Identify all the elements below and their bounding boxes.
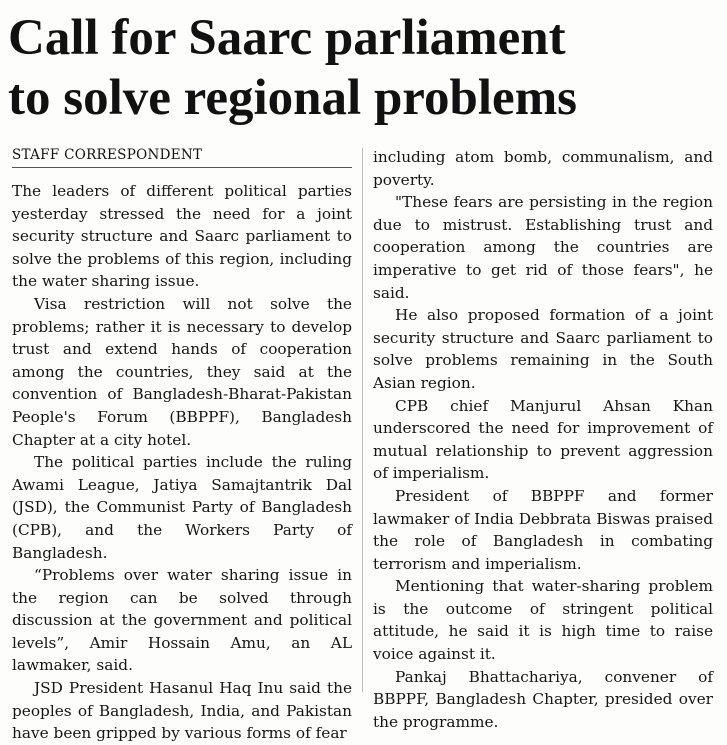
paragraph: JSD President Hasanul Haq Inu said the peoples of Bangladesh, India, and Pakistan have been gripped by various forms of fear (12, 679, 352, 743)
headline (8, 8, 723, 128)
paragraph: President of BBPPF and former lawmaker of India Debbrata Biswas praised the role of Bangladesh in combating terrorism and imperialism. (373, 486, 713, 573)
paragraph: The leaders of different political parties yesterday stressed the need for a joint security structure and Saarc parliament to solve the problems of this region, including the water sharing issue. (12, 182, 352, 291)
column-divider (362, 148, 363, 692)
paragraph: Mentioning that water-sharing problem is the outcome of stringent political attitude, he said it is high time to raise voice against it. (373, 577, 713, 664)
paragraph: The political parties include the ruling Awami League, Jatiya Samajtantrik Dal (JSD), the Communist Party of Bangladesh (CPB), and the Workers Party of Bangladesh. (12, 453, 352, 562)
paragraph: CPB chief Manjurul Ahsan Khan underscored the need for improvement of mutual relationship to prevent aggression of imperialism. (373, 396, 713, 483)
headline-line-2: to solve regional problems (8, 70, 578, 126)
paragraph: He also proposed formation of a joint security structure and Saarc parliament to solve problems remaining in the South Asian region. (373, 306, 713, 392)
paragraph: "These fears are persisting in the region due to mistrust. Establishing trust and cooperation among the countries are imperative to get rid of those fears", he said. (373, 193, 713, 302)
byline: STAFF CORRESPONDENT (12, 147, 352, 168)
article-column-1 (12, 180, 352, 745)
paragraph: “Problems over water sharing issue in the region can be solved through discussion at the government and political levels”, Amir Hossain Amu, an AL lawmaker, said. (12, 566, 352, 675)
article-column-2 (373, 146, 713, 733)
paragraph: Pankaj Bhattachariya, convener of BBPPF, Bangladesh Chapter, presided over the programme. (373, 667, 713, 731)
headline-line-1: Call for Saarc parliament (8, 10, 566, 66)
paragraph: including atom bomb, communalism, and poverty. (373, 148, 713, 189)
paragraph: Visa restriction will not solve the problems; rather it is necessary to develop trust and extend hands of cooperation among the countries, they said at the convention of Bangladesh-Bharat-Pakistan People's Forum (BBPPF), Bangladesh Chapter at a city hotel. (12, 294, 352, 449)
